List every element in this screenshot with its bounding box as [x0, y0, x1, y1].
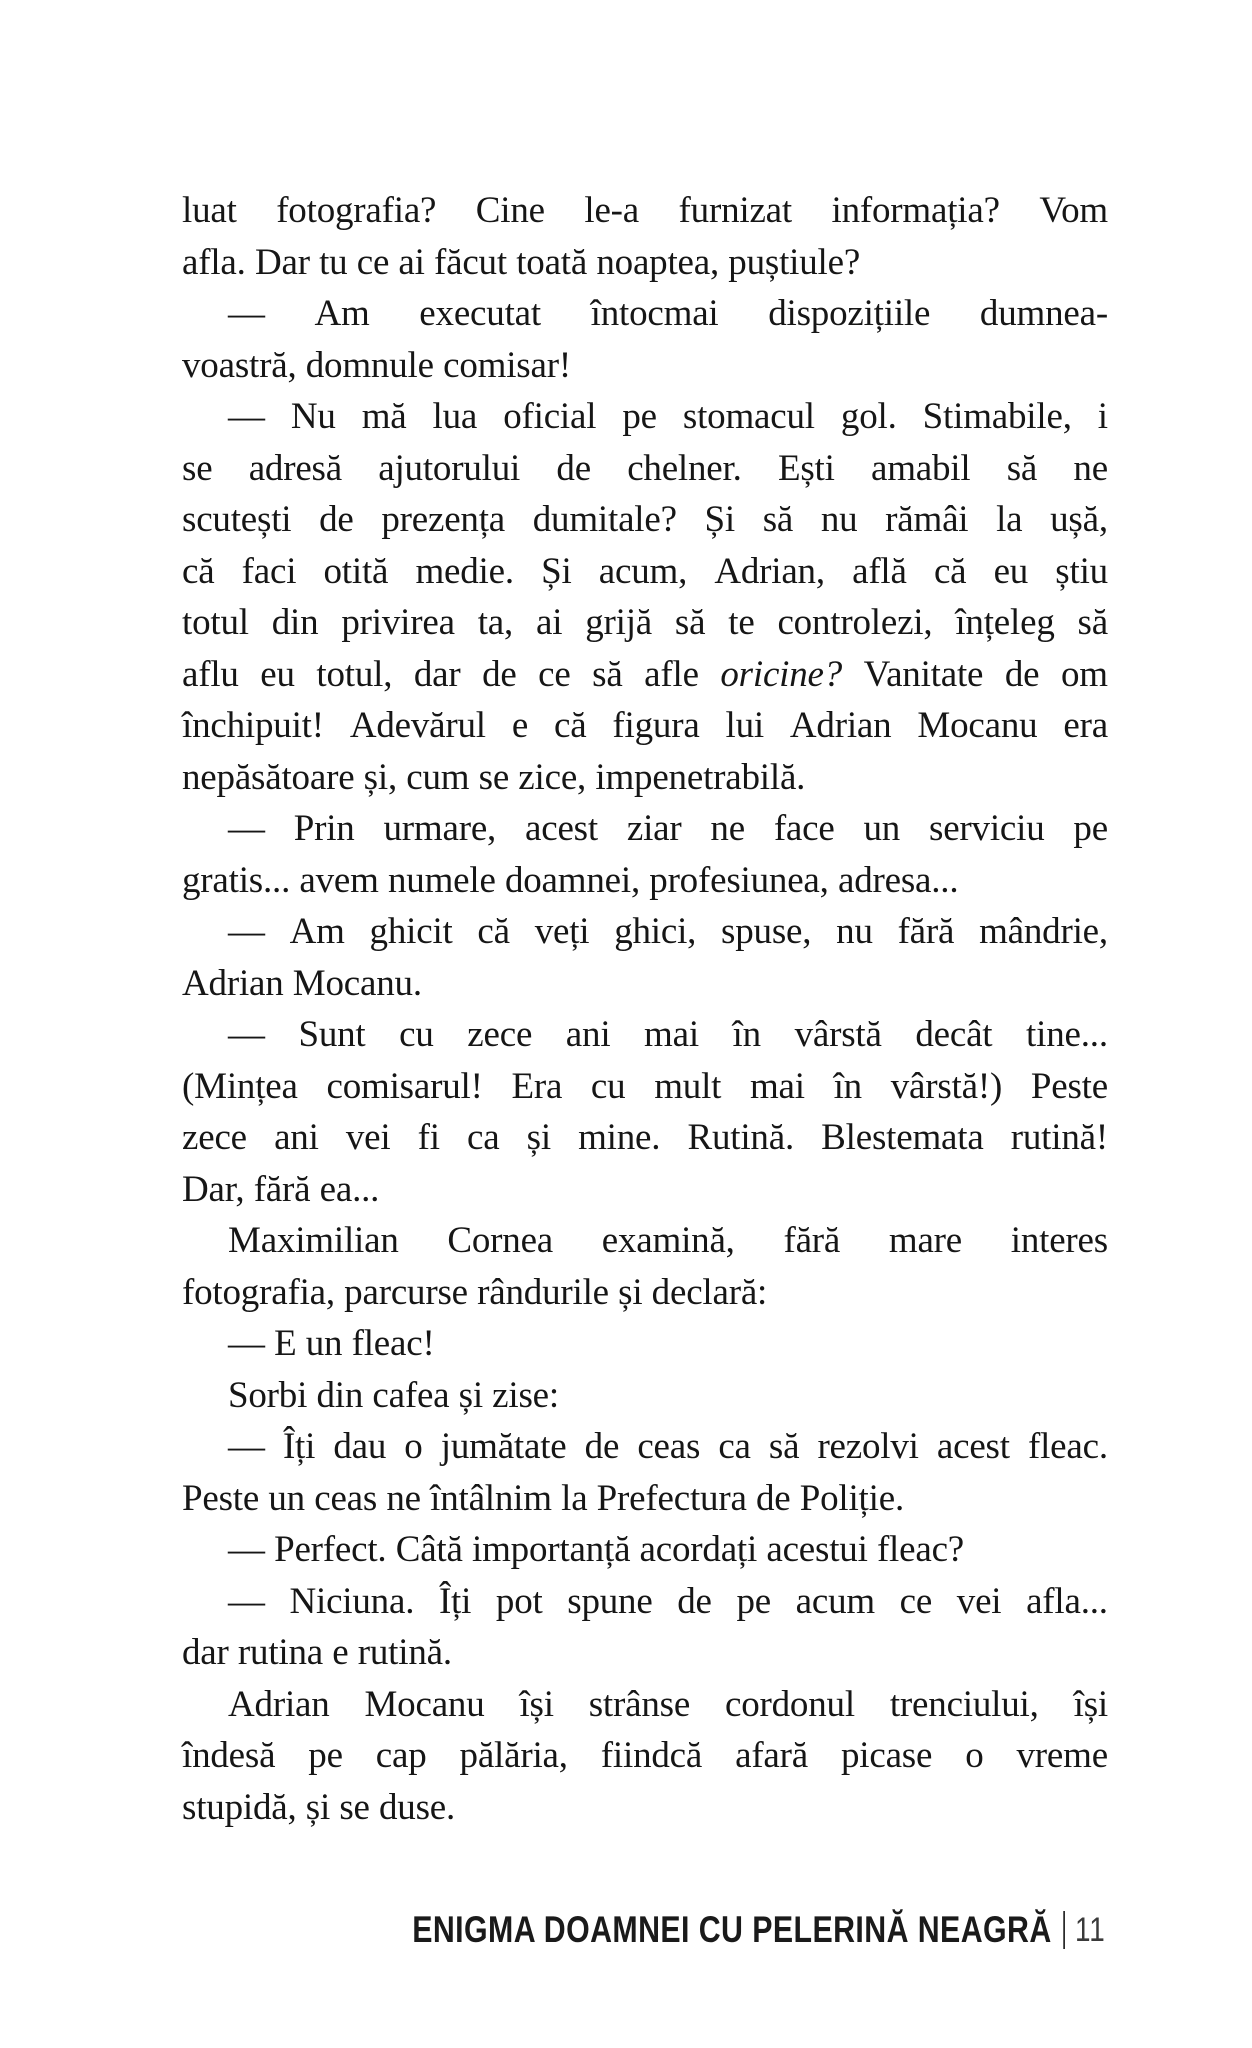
text-line: luat fotografia? Cine le-a furnizat informația? Vom [182, 190, 1108, 231]
text-line: — Perfect. Câtă importanță acordați acestui fleac? [228, 1529, 965, 1570]
text-line: voastră, domnule comisar! [182, 344, 571, 386]
footer-divider-rule [1064, 1911, 1066, 1949]
footer-book-title: ENIGMA DOAMNEI CU PELERINĂ NEAGRĂ [412, 1909, 1053, 1950]
text-line: Sorbi din cafea și zise: [228, 1374, 559, 1416]
text-line: — Niciuna. Îți pot spune de pe acum ce vei afla... [228, 1580, 1108, 1622]
text-line: închipuit! Adevărul e că figura lui Adrian Mocanu era [182, 705, 1108, 746]
text-line: zece ani vei fi ca și mine. Rutină. Blestemata rutină! [182, 1117, 1108, 1158]
text-line: Maximilian Cornea examină, fără mare interes [228, 1220, 1108, 1261]
text-line: dar rutina e rutină. [182, 1632, 452, 1673]
text-line: — Am executat întocmai dispozițiile dumnea- [228, 293, 1108, 334]
text-line: aflu eu totul, dar de ce să afle oricine? Vanitate de om [182, 653, 1108, 695]
text-line: — Prin urmare, acest ziar ne face un serviciu pe [228, 808, 1108, 849]
text-line: Adrian Mocanu își strânse cordonul trenciului, își [228, 1683, 1108, 1725]
text-line: afla. Dar tu ce ai făcut toată noaptea, puștiule? [182, 241, 861, 283]
text-line: totul din privirea ta, ai grijă să te controlezi, înțeleg să [182, 602, 1108, 643]
text-line: Peste un ceas ne întâlnim la Prefectura de Poliție. [182, 1477, 904, 1519]
text-line: se adresă ajutorului de chelner. Ești amabil să ne [182, 447, 1108, 489]
footer-page-number: 11 [1075, 1910, 1106, 1949]
text-line: gratis... avem numele doamnei, profesiunea, adresa... [182, 859, 959, 901]
text-line: Dar, fără ea... [182, 1168, 380, 1210]
text-line: scutești de prezența dumitale? Și să nu rămâi la ușă, [182, 499, 1108, 540]
text-line: — Îți dau o jumătate de ceas ca să rezolvi acest fleac. [228, 1426, 1108, 1467]
footer-content [413, 1909, 1106, 1951]
text-line: îndesă pe cap pălăria, fiindcă afară picase o vreme [182, 1735, 1108, 1776]
text-line: fotografia, parcurse rândurile și declară: [182, 1271, 768, 1313]
text-line: — Sunt cu zece ani mai în vârstă decât tine... [228, 1014, 1108, 1055]
text-line: nepăsătoare și, cum se zice, impenetrabilă. [182, 756, 806, 798]
text-line: stupidă, și se duse. [182, 1786, 456, 1828]
text-line: — Am ghicit că veți ghici, spuse, nu fără mândrie, [228, 911, 1108, 952]
text-line: că faci otită medie. Și acum, Adrian, află că eu știu [182, 550, 1108, 592]
text-line: — Nu mă lua oficial pe stomacul gol. Stimabile, i [228, 396, 1108, 437]
running-footer [260, 1908, 1106, 1952]
text-line: Adrian Mocanu. [182, 962, 422, 1004]
body-text-block [182, 189, 1108, 1837]
text-line: — E un fleac! [228, 1323, 435, 1364]
text-line: (Mințea comisarul! Era cu mult mai în vârstă!) Peste [182, 1065, 1108, 1107]
